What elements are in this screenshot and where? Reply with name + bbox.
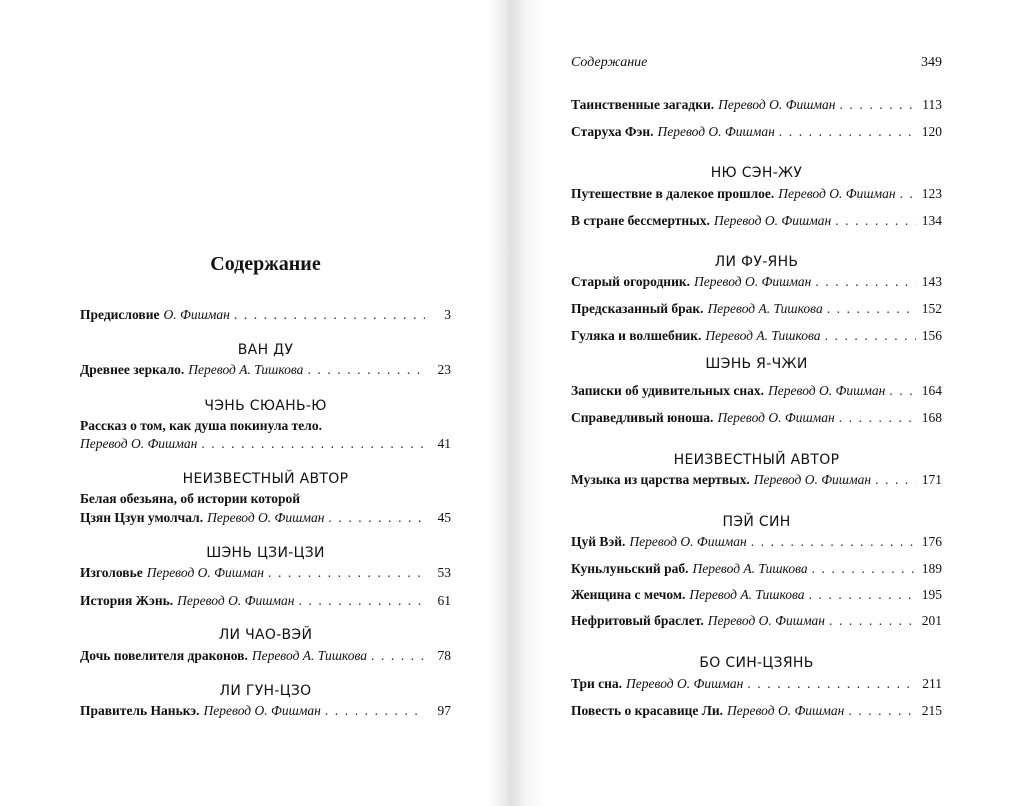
dot-leader [779, 123, 916, 141]
dot-leader [234, 306, 425, 324]
entry-title: Нефритовый браслет. [571, 613, 704, 628]
entry-page: 61 [437, 593, 451, 608]
dot-leader [268, 564, 425, 582]
right-page [510, 0, 1022, 806]
author-heading: ЛИ ЧАО-ВЭЙ [218, 627, 313, 643]
dot-leader [371, 647, 425, 665]
toc-title: Содержание [210, 253, 321, 275]
dot-leader [900, 185, 916, 203]
author-heading: ЛИ ФУ-ЯНЬ [714, 254, 799, 270]
dot-leader [825, 327, 916, 345]
dot-leader [848, 702, 916, 720]
entry-translator: Перевод О. Фишман [713, 213, 832, 228]
running-head-title: Содержание [571, 55, 648, 70]
entry-page: 45 [437, 510, 451, 525]
toc-entry[interactable] [80, 361, 451, 379]
entry-page: 168 [921, 410, 942, 425]
entry-page: 53 [437, 565, 451, 580]
author-heading: НЮ СЭН-ЖУ [710, 165, 803, 181]
gutter-shadow [486, 0, 508, 806]
entry-translator: Перевод А. Тишкова [251, 648, 367, 663]
entry-translator: Перевод О. Фишман [768, 383, 886, 398]
entry-page: 152 [921, 301, 942, 316]
toc-entry[interactable] [571, 273, 942, 291]
entry-translator: Перевод А. Тишкова [689, 587, 805, 602]
entry-page: 176 [921, 534, 942, 549]
entry-translator: Перевод О. Фишман [146, 565, 265, 580]
entry-page: 211 [922, 676, 942, 691]
left-page [0, 0, 508, 806]
entry-translator: Перевод О. Фишман [207, 510, 325, 525]
dot-leader [827, 300, 916, 318]
entry-title: Дочь повелителя драконов. [80, 648, 248, 663]
entry-title: Цуй Вэй. [571, 534, 626, 549]
entry-title: Справедливый юноша. [571, 410, 714, 425]
toc-entry[interactable] [80, 306, 451, 324]
dot-leader [325, 702, 425, 720]
entry-title: Музыка из царства мертвых. [571, 472, 750, 487]
author-heading: НЕИЗВЕСТНЫЙ АВТОР [182, 471, 349, 487]
entry-translator: Перевод О. Фишман [707, 613, 826, 628]
entry-translator: Перевод О. Фишман [177, 593, 295, 608]
entry-page: 195 [921, 587, 942, 602]
entry-translator: Перевод О. Фишман [753, 472, 872, 487]
entry-page: 215 [921, 703, 942, 718]
toc-entry[interactable] [80, 509, 451, 527]
toc-entry[interactable] [571, 586, 942, 604]
toc-entry[interactable] [571, 560, 942, 578]
author-heading: ВАН ДУ [237, 342, 294, 358]
toc-entry[interactable] [571, 96, 942, 114]
dot-leader [839, 409, 916, 427]
entry-page: 171 [921, 472, 942, 487]
entry-page: 41 [437, 436, 451, 451]
toc-entry[interactable] [571, 675, 942, 693]
entry-title: Цзян Цзун умолчал. [80, 510, 204, 525]
entry-title: Повесть о красавице Ли. [571, 703, 723, 718]
entry-title: Таинственные загадки. [571, 97, 715, 112]
toc-entry[interactable] [571, 382, 942, 400]
toc-entry[interactable] [571, 612, 942, 630]
toc-entry[interactable] [571, 327, 942, 345]
entry-title: Записки об удивительных снах. [571, 383, 765, 398]
entry-translator: Перевод О. Фишман [657, 124, 775, 139]
entry-title: Изголовье [80, 565, 143, 580]
dot-leader [747, 675, 916, 693]
entry-page: 164 [921, 383, 942, 398]
entry-title: Предсказанный брак. [571, 301, 704, 316]
author-heading: НЕИЗВЕСТНЫЙ АВТОР [673, 452, 840, 468]
dot-leader [298, 592, 425, 610]
running-head [571, 55, 942, 75]
entry-translator: Перевод О. Фишман [626, 676, 744, 691]
author-heading: ШЭНЬ ЦЗИ-ЦЗИ [206, 545, 325, 561]
entry-page: 201 [921, 613, 942, 628]
entry-translator: Перевод О. Фишман [778, 186, 896, 201]
entry-title: Женщина с мечом. [571, 587, 686, 602]
toc-entry[interactable] [80, 564, 451, 582]
entry-title: Древнее зеркало. [80, 362, 185, 377]
toc-entry[interactable] [80, 702, 451, 720]
entry-translator: Перевод О. Фишман [727, 703, 845, 718]
entry-title: Старый огородник. [571, 274, 691, 289]
dot-leader [889, 382, 916, 400]
entry-translator: Перевод О. Фишман [718, 97, 836, 112]
dot-leader [307, 361, 425, 379]
toc-entry[interactable] [571, 212, 942, 230]
entry-translator: Перевод О. Фишман [694, 274, 812, 289]
toc-entry[interactable] [80, 435, 451, 453]
entry-page: 113 [922, 97, 942, 112]
entry-title: Предисловие [80, 307, 160, 322]
author-heading: ЛИ ГУН-ЦЗО [219, 683, 312, 699]
toc-entry[interactable] [571, 471, 942, 489]
author-heading: ПЭЙ СИН [722, 514, 791, 530]
entry-translator: Перевод А. Тишкова [707, 301, 823, 316]
dot-leader [815, 273, 916, 291]
entry-translator: Перевод А. Тишкова [692, 561, 808, 576]
dot-leader [751, 533, 916, 551]
entry-title: Три сна. [571, 676, 623, 691]
entry-page: 123 [921, 186, 942, 201]
dot-leader [829, 612, 916, 630]
toc-entry[interactable] [571, 300, 942, 318]
entry-translator: О. Фишман [163, 307, 230, 322]
dot-leader [835, 212, 916, 230]
entry-page: 97 [437, 703, 451, 718]
entry-page: 143 [921, 274, 942, 289]
entry-translator: Перевод О. Фишман [203, 703, 321, 718]
dot-leader [809, 586, 916, 604]
toc-entry[interactable] [571, 185, 942, 203]
author-heading: ЧЭНЬ СЮАНЬ-Ю [204, 398, 327, 414]
entry-translator: Перевод О. Фишман [80, 436, 198, 451]
entry-page: 3 [444, 307, 451, 322]
author-heading: БО СИН-ЦЗЯНЬ [699, 655, 814, 671]
entry-translator: Перевод А. Тишкова [705, 328, 821, 343]
entry-translator: Перевод О. Фишман [629, 534, 747, 549]
gutter-shadow [510, 0, 544, 806]
entry-title: Гуляка и волшебник. [571, 328, 702, 343]
entry-translator: Перевод А. Тишкова [188, 362, 304, 377]
toc-entry[interactable] [80, 592, 451, 610]
entry-page: 189 [921, 561, 942, 576]
entry-title: Путешествие в далекое прошлое. [571, 186, 775, 201]
entry-title: История Жэнь. [80, 593, 174, 608]
entry-title: Старуха Фэн. [571, 124, 654, 139]
entry-page: 156 [921, 328, 942, 343]
dot-leader [812, 560, 916, 578]
entry-title[interactable]: Рассказ о том, как душа покинула тело. [80, 418, 322, 433]
entry-title[interactable]: Белая обезьяна, об истории которой [80, 491, 301, 506]
author-heading: ШЭНЬ Я-ЧЖИ [705, 356, 808, 372]
entry-page: 23 [437, 362, 451, 377]
toc-entry[interactable] [571, 533, 942, 551]
entry-translator: Перевод О. Фишман [717, 410, 835, 425]
toc-entry[interactable] [571, 409, 942, 427]
entry-title: В стране бессмертных. [571, 213, 710, 228]
entry-page: 134 [921, 213, 942, 228]
dot-leader [839, 96, 916, 114]
running-head-page-number: 349 [921, 55, 942, 70]
entry-title: Куньлуньский раб. [571, 561, 689, 576]
entry-page: 120 [921, 124, 942, 139]
entry-page: 78 [437, 648, 451, 663]
toc-entry[interactable] [571, 123, 942, 141]
entry-title: Правитель Нанькэ. [80, 703, 200, 718]
toc-entry[interactable] [571, 702, 942, 720]
toc-entry[interactable] [80, 647, 451, 665]
dot-leader [328, 509, 425, 527]
dot-leader [875, 471, 916, 489]
dot-leader [201, 435, 425, 453]
